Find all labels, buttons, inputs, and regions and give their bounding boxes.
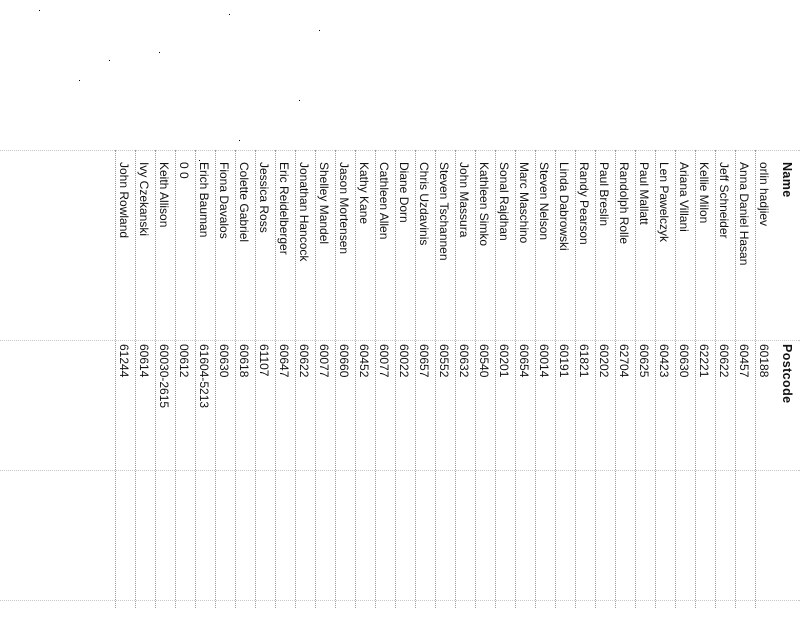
table-row — [394, 0, 414, 618]
name-cell: orlin hadjiev — [757, 162, 771, 227]
scan-speck — [159, 52, 160, 53]
postcode-cell: 60452 — [357, 344, 371, 378]
table-row — [494, 0, 514, 618]
row-divider — [755, 150, 756, 608]
postcode-cell: 60618 — [237, 344, 251, 378]
row-divider — [735, 150, 736, 608]
table-row — [194, 0, 214, 618]
table-row — [374, 0, 394, 618]
postcode-cell: 60660 — [337, 344, 351, 378]
table-row — [694, 0, 714, 618]
name-cell: Ivy Czekanski — [137, 162, 151, 237]
name-cell: Len Pawelczyk — [657, 162, 671, 243]
postcode-cell: 60657 — [417, 344, 431, 378]
table-row — [554, 0, 574, 618]
postcode-cell: 60647 — [277, 344, 291, 378]
name-cell: Colette Gabriel — [237, 162, 251, 243]
postcode-cell: 61821 — [577, 344, 591, 378]
name-cell: Ariana Villani — [677, 162, 691, 232]
scan-speck — [199, 160, 200, 161]
row-divider — [235, 150, 236, 608]
postcode-cell: 60191 — [557, 344, 571, 378]
row-divider — [115, 150, 116, 608]
table-row — [114, 0, 134, 618]
row-divider — [295, 150, 296, 608]
postcode-cell: 60625 — [637, 344, 651, 378]
postcode-cell: 60614 — [137, 344, 151, 378]
row-divider — [635, 150, 636, 608]
postcode-column-header: Postcode — [780, 344, 794, 404]
name-cell: Paul Mallatt — [637, 162, 651, 225]
row-divider — [655, 150, 656, 608]
scan-speck — [229, 14, 230, 15]
name-cell: Randy Pearson — [577, 162, 591, 245]
row-divider — [355, 150, 356, 608]
postcode-cell: 00612 — [177, 344, 191, 378]
table-row — [234, 0, 254, 618]
postcode-cell: 60077 — [377, 344, 391, 378]
row-divider — [335, 150, 336, 608]
table-row — [434, 0, 454, 618]
postcode-cell: 60457 — [737, 344, 751, 378]
postcode-cell: 60632 — [457, 344, 471, 378]
postcode-cell: 60622 — [297, 344, 311, 378]
table-row — [154, 0, 174, 618]
name-cell: Keith Allison — [157, 162, 171, 228]
name-cell: Cathleen Allen — [377, 162, 391, 240]
name-cell: Sonal Rajdhan — [497, 162, 511, 241]
column-rule — [0, 150, 800, 151]
postcode-cell: 60202 — [597, 344, 611, 378]
postcode-cell: 60201 — [497, 344, 511, 378]
scan-speck — [79, 80, 80, 81]
postcode-cell: 60552 — [437, 344, 451, 378]
row-divider — [415, 150, 416, 608]
table-row — [594, 0, 614, 618]
name-cell: Anna Daniel Hasan — [737, 162, 751, 266]
name-cell: Jessica Ross — [257, 162, 271, 233]
row-divider — [195, 150, 196, 608]
row-divider — [515, 150, 516, 608]
scan-speck — [239, 140, 240, 141]
row-divider — [155, 150, 156, 608]
name-cell: Chris Uzdavinis — [417, 162, 431, 246]
name-cell: Randolph Rolle — [617, 162, 631, 245]
row-divider — [215, 150, 216, 608]
row-divider — [695, 150, 696, 608]
row-divider — [375, 150, 376, 608]
postcode-cell: 61244 — [117, 344, 131, 378]
name-cell: Eric Reidelberger — [277, 162, 291, 255]
name-cell: Kathleen Simko — [477, 162, 491, 247]
name-cell: Kellie Milon — [697, 162, 711, 224]
postcode-cell: 60654 — [517, 344, 531, 378]
postcode-cell: 60423 — [657, 344, 671, 378]
name-cell: 0 0 — [177, 162, 191, 179]
table-row — [654, 0, 674, 618]
postcode-cell: 60030-2615 — [157, 344, 171, 409]
scan-speck — [109, 60, 110, 61]
postcode-cell: 62704 — [617, 344, 631, 378]
table-row — [274, 0, 294, 618]
row-divider — [615, 150, 616, 608]
table-row — [614, 0, 634, 618]
row-divider — [715, 150, 716, 608]
table-row — [134, 0, 154, 618]
row-divider — [555, 150, 556, 608]
postcode-cell: 60540 — [477, 344, 491, 378]
name-cell: Steven Tschannen — [437, 162, 451, 261]
table-row — [414, 0, 434, 618]
postcode-cell: 62221 — [697, 344, 711, 378]
table-row — [754, 0, 774, 618]
name-cell: Jason Mortensen — [337, 162, 351, 255]
row-divider — [275, 150, 276, 608]
row-divider — [475, 150, 476, 608]
row-divider — [435, 150, 436, 608]
postcode-cell: 60077 — [317, 344, 331, 378]
name-cell: Fiona Davalos — [217, 162, 231, 239]
scan-speck — [39, 10, 40, 11]
table-row — [174, 0, 194, 618]
column-rule — [0, 340, 800, 341]
postcode-cell: 60630 — [677, 344, 691, 378]
name-cell: Linda Dabrowski — [557, 162, 571, 251]
table-row — [634, 0, 654, 618]
table-row — [334, 0, 354, 618]
name-column-header: Name — [780, 162, 794, 198]
table-row — [714, 0, 734, 618]
name-cell: John Massura — [457, 162, 471, 238]
scan-speck — [319, 30, 320, 31]
row-divider — [315, 150, 316, 608]
table-row — [294, 0, 314, 618]
postcode-cell: 60014 — [537, 344, 551, 378]
table-row — [254, 0, 274, 618]
row-divider — [135, 150, 136, 608]
table-row — [534, 0, 554, 618]
column-rule — [0, 470, 800, 471]
name-cell: Marc Maschino — [517, 162, 531, 244]
name-cell: Paul Breslin — [597, 162, 611, 227]
table-row — [474, 0, 494, 618]
name-cell: Steven Nelson — [537, 162, 551, 241]
column-rule — [0, 600, 800, 601]
table-row — [214, 0, 234, 618]
row-divider — [495, 150, 496, 608]
table-row — [734, 0, 754, 618]
name-cell: Jeff Schneider — [717, 162, 731, 239]
row-divider — [595, 150, 596, 608]
scan-speck — [299, 100, 300, 101]
name-cell: John Rowland — [117, 162, 131, 239]
postcode-cell: 60022 — [397, 344, 411, 378]
table-row — [454, 0, 474, 618]
postcode-cell: 60188 — [757, 344, 771, 378]
name-cell: Erich Bauman — [197, 162, 211, 238]
table-row — [314, 0, 334, 618]
name-cell: Shelley Mandel — [317, 162, 331, 245]
table-row — [574, 0, 594, 618]
table-row — [674, 0, 694, 618]
table-row — [354, 0, 374, 618]
name-cell: Diane Dorn — [397, 162, 411, 223]
row-divider — [575, 150, 576, 608]
postcode-cell: 60622 — [717, 344, 731, 378]
row-divider — [455, 150, 456, 608]
name-cell: Jonathan Hancock — [297, 162, 311, 262]
postcode-cell: 60630 — [217, 344, 231, 378]
row-divider — [175, 150, 176, 608]
row-divider — [395, 150, 396, 608]
row-divider — [675, 150, 676, 608]
postcode-cell: 61107 — [257, 344, 271, 377]
row-divider — [535, 150, 536, 608]
table-row — [514, 0, 534, 618]
postcode-cell: 61604-5213 — [197, 344, 211, 409]
row-divider — [255, 150, 256, 608]
name-cell: Kathy Kane — [357, 162, 371, 225]
